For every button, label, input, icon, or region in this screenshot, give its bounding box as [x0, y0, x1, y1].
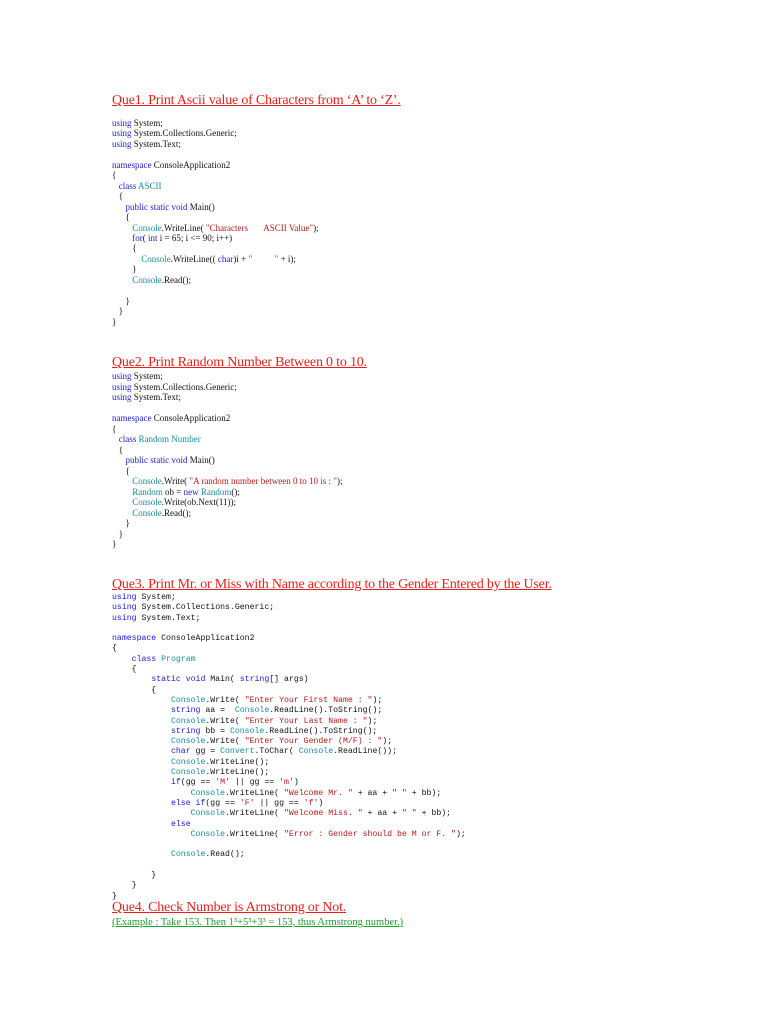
code-line: Console.WriteLine( "Welcome Miss. " + aa + " " + bb);	[190, 809, 452, 819]
code-line: using System;	[112, 118, 163, 128]
code-line: Console.Write( "A random number between 0 to 10 is : ");	[132, 476, 343, 486]
code-line	[112, 285, 319, 295]
code-line: }	[112, 295, 130, 306]
code-line	[112, 861, 466, 871]
code-line: static void Main( string[] args)	[151, 675, 309, 685]
code-line: }	[112, 528, 124, 539]
question-1-code	[112, 118, 319, 327]
question-2-code	[112, 371, 342, 550]
code-line: Console.Read();	[132, 274, 192, 285]
code-line: namespace ConsoleApplication2	[112, 634, 255, 644]
question-3-code	[112, 593, 466, 902]
code-line: }	[112, 891, 117, 901]
code-line: using System;	[112, 593, 176, 602]
code-line: Console.WriteLine();	[170, 757, 270, 767]
code-line	[112, 403, 342, 414]
code-line: Console.Write( "Enter Your First Name : ");	[170, 695, 383, 705]
code-line: if(gg == 'M' || gg == 'm')	[170, 778, 299, 788]
question-4-title: Que4. Check Number is Armstrong or Not.	[112, 900, 347, 915]
code-line: namespace ConsoleApplication2	[112, 413, 231, 423]
code-line: Console.Read();	[170, 850, 245, 860]
code-line: for( int i = 65; i <= 90; i++)	[132, 232, 233, 243]
code-line: using System.Collections.Generic;	[112, 603, 275, 613]
code-line: public static void Main()	[125, 201, 215, 212]
code-line: }	[112, 306, 124, 317]
code-line: {	[112, 685, 157, 695]
code-line: {	[112, 444, 124, 455]
code-line: {	[112, 243, 137, 254]
code-line: using System.Collections.Generic;	[112, 381, 237, 392]
question-2-title: Que2. Print Random Number Between 0 to 10.	[112, 355, 367, 370]
code-line: Console.Write( "Enter Your Gender (M/F) : ");	[170, 737, 393, 747]
code-line: {	[112, 644, 117, 654]
code-line: string bb = Console.ReadLine().ToString();	[170, 726, 378, 736]
code-line: Random ob = new Random();	[132, 486, 240, 497]
code-line: using System.Text;	[112, 392, 181, 402]
code-line: }	[112, 881, 137, 891]
question-1-title: Que1. Print Ascii value of Characters from ‘A’ to ‘Z’.	[112, 93, 401, 108]
code-line: }	[112, 539, 117, 549]
code-line: char gg = Convert.ToChar( Console.ReadLine());	[170, 747, 398, 757]
code-line: Console.WriteLine( "Characters ASCII Value");	[132, 222, 319, 233]
code-line: class Program	[131, 654, 196, 664]
code-line: Console.Write(ob.Next(11));	[132, 497, 237, 507]
code-line: public static void Main()	[125, 455, 215, 465]
code-line: Console.WriteLine( "Welcome Mr. " + aa + " " + bb);	[190, 788, 442, 798]
code-line	[112, 149, 319, 159]
code-line: class ASCII	[118, 180, 162, 191]
code-line: {	[112, 423, 117, 434]
code-line: Console.WriteLine();	[170, 768, 270, 778]
code-line: class Random Number	[118, 434, 201, 444]
code-line: using System;	[112, 371, 163, 381]
code-line: string aa = Console.ReadLine().ToString();	[170, 706, 383, 716]
code-line: using System.Collections.Generic;	[112, 128, 237, 139]
code-line: using System.Text;	[112, 138, 181, 149]
code-line: else if(gg == 'F' || gg == 'f')	[170, 798, 324, 808]
code-line: {	[112, 191, 124, 202]
code-line: using System.Text;	[112, 613, 201, 623]
code-line: }	[112, 518, 130, 528]
code-line: Console.WriteLine( "Error : Gender should be M or F. ");	[190, 829, 466, 839]
code-line: Console.WriteLine(( char)i + " " + i);	[141, 253, 296, 264]
question-4-example-note: (Example : Take 153. Then 1³+5³+3³ = 153, thus Armstrong number.)	[112, 917, 404, 928]
code-line: {	[112, 665, 137, 675]
code-line: {	[112, 465, 130, 476]
code-line: }	[112, 264, 137, 275]
code-line: Console.Read();	[132, 507, 192, 518]
code-line: else	[170, 819, 191, 829]
code-line: Console.Write( "Enter Your Last Name : ");	[170, 716, 378, 726]
code-line: {	[112, 170, 117, 181]
code-line: {	[112, 212, 130, 223]
code-line	[112, 840, 466, 850]
code-line: namespace ConsoleApplication2	[112, 159, 231, 170]
code-line: }	[112, 316, 117, 327]
question-3-title: Que3. Print Mr. or Miss with Name according to the Gender Entered by the User.	[112, 577, 552, 592]
code-line: }	[112, 871, 157, 881]
code-line	[112, 624, 466, 634]
